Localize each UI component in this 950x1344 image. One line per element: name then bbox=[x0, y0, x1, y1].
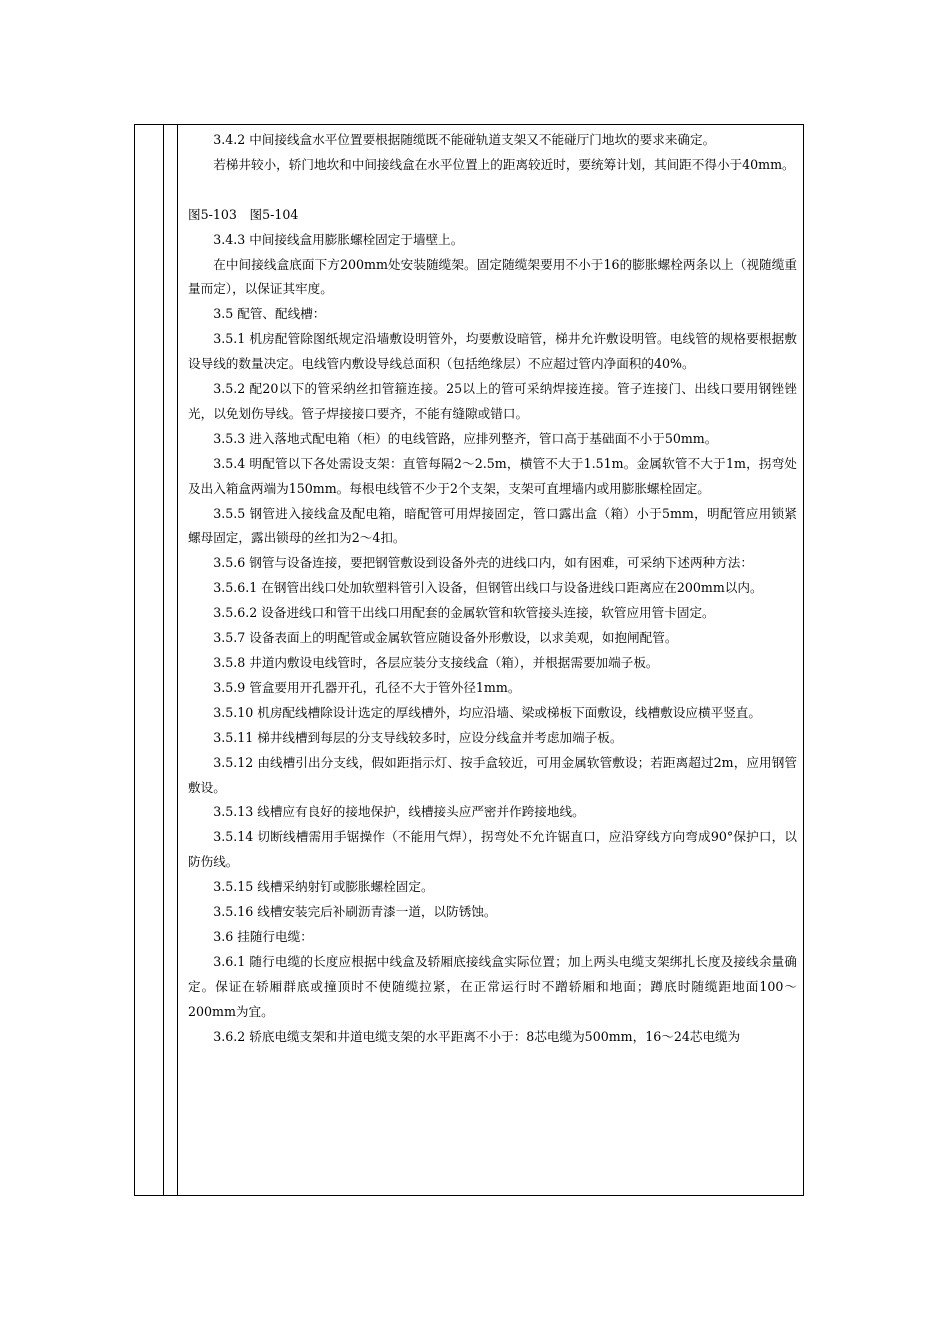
paragraph-3-5-9: 3.5.9 管盒要用开孔器开孔，孔径不大于管外径1mm。 bbox=[213, 679, 521, 695]
figure-caption: 图5-103 图5-104 bbox=[188, 206, 299, 222]
paragraph-3-4-3: 3.4.3 中间接线盒用膨胀螺栓固定于墙壁上。 bbox=[213, 231, 464, 247]
paragraph-3-5-6-2: 3.5.6.2 设备进线口和管干出线口用配套的金属软管和软管接头连接，软管应用管卡固定。 bbox=[213, 605, 715, 621]
paragraph-3-5-11: 3.5.11 梯井线槽到每层的分支导线较多时，应设分线盒并考虑加端子板。 bbox=[213, 729, 623, 745]
paragraph-3-6-1: 3.6.1 随行电缆的长度应根据中线盒及轿厢底接线盒实际位置；加上两头电缆支架绑扎长度及接线余量确定。保证在轿厢群底或撞顶时不使随缆拉紧，在正常运行时不蹭轿厢和地面；蹲底时随缆距地面100～200mm为宜。 bbox=[188, 953, 797, 1019]
paragraph-3-5-5: 3.5.5 钢管进入接线盒及配电箱，暗配管可用焊接固定，管口露出盒（箱）小于5mm，明配管应用锁紧螺母固定，露出锁母的丝扣为2～4扣。 bbox=[188, 505, 797, 546]
document-table bbox=[134, 124, 804, 1196]
table-column-narrow bbox=[164, 125, 178, 1195]
paragraph-3-5-2: 3.5.2 配20以下的管采纳丝扣管箍连接。25以上的管可采纳焊接连接。管子连接门、出线口要用钢锉锉光，以免划伤导线。管子焊接接口要齐，不能有缝隙或错口。 bbox=[188, 381, 797, 421]
paragraph-3-5-3: 3.5.3 进入落地式配电箱（柜）的电线管路，应排列整齐，管口高于基础面不小于50mm。 bbox=[213, 430, 718, 446]
paragraph-3-5-15: 3.5.15 线槽采纳射钉或膨胀螺栓固定。 bbox=[213, 879, 434, 895]
section-3-6-heading: 3.6 挂随行电缆： bbox=[213, 928, 313, 944]
paragraph-3-5-6: 3.5.6 钢管与设备连接，要把钢管敷设到设备外壳的进线口内，如有困难，可采纳下述两种方法： bbox=[213, 555, 753, 571]
paragraph-3-5-1: 3.5.1 机房配管除图纸规定沿墙敷设明管外，均要敷设暗管，梯井允许敷设明管。电线管的规格要根据敷设导线的数量决定。电线管内敷设导线总面积（包括绝缘层）不应超过管内净面积的40%。 bbox=[188, 331, 797, 372]
paragraph-3-5-8: 3.5.8 井道内敷设电线管时，各层应装分支接线盒（箱），并根据需要加端子板。 bbox=[213, 655, 659, 671]
blank-line bbox=[188, 178, 797, 203]
paragraph-3-4-2: 3.4.2 中间接线盒水平位置要根据随缆既不能碰轨道支架又不能碰厅门地坎的要求来确定。 bbox=[213, 132, 716, 147]
paragraph-cable-rack: 在中间接线盒底面下方200mm处安装随缆架。固定随缆架要用不小于16的膨胀螺栓两条以上（视随缆重量而定），以保证其牢度。 bbox=[188, 256, 797, 297]
section-3-5-heading: 3.5 配管、配线槽： bbox=[213, 306, 326, 322]
paragraph-3-5-13: 3.5.13 线槽应有良好的接地保护，线槽接头应严密并作跨接地线。 bbox=[213, 804, 585, 820]
paragraph-3-6-2: 3.6.2 轿底电缆支架和井道电缆支架的水平距离不小于：8芯电缆为500mm，16～24芯电缆为 bbox=[213, 1028, 741, 1044]
paragraph-3-5-14: 3.5.14 切断线槽需用手锯操作（不能用气焊），拐弯处不允许锯直口，应沿穿线方向弯成90°保护口，以防伤线。 bbox=[188, 829, 797, 870]
paragraph-3-5-4: 3.5.4 明配管以下各处需设支架：直管每隔2～2.5m，横管不大于1.51m。金属软管不大于1m，拐弯处及出入箱盒两端为150mm。每根电线管不少于2个支架，支架可直埋墙内或用膨胀螺栓固定。 bbox=[188, 455, 797, 496]
paragraph-spacing-note: 若梯井较小，轿门地坎和中间接线盒在水平位置上的距离较近时，要统筹计划，其间距不得小于40mm。 bbox=[213, 156, 795, 172]
paragraph-3-5-6-1: 3.5.6.1 在钢管出线口处加软塑料管引入设备，但钢管出线口与设备进线口距离应在200mm以内。 bbox=[213, 580, 763, 596]
paragraph-3-5-16: 3.5.16 线槽安装完后补刷沥青漆一道，以防锈蚀。 bbox=[213, 904, 497, 920]
table-column-left bbox=[135, 125, 164, 1195]
paragraph-3-5-12: 3.5.12 由线槽引出分支线，假如距指示灯、按手盒较近，可用金属软管敷设；若距离超过2m，应用钢管敷设。 bbox=[188, 754, 797, 795]
paragraph-3-5-7: 3.5.7 设备表面上的明配管或金属软管应随设备外形敷设，以求美观，如抱闸配管。 bbox=[213, 630, 678, 646]
content-cell bbox=[188, 128, 797, 1050]
paragraph-3-5-10: 3.5.10 机房配线槽除设计选定的厚线槽外，均应沿墙、梁或梯板下面敷设，线槽敷设应横平竖直。 bbox=[213, 704, 761, 720]
